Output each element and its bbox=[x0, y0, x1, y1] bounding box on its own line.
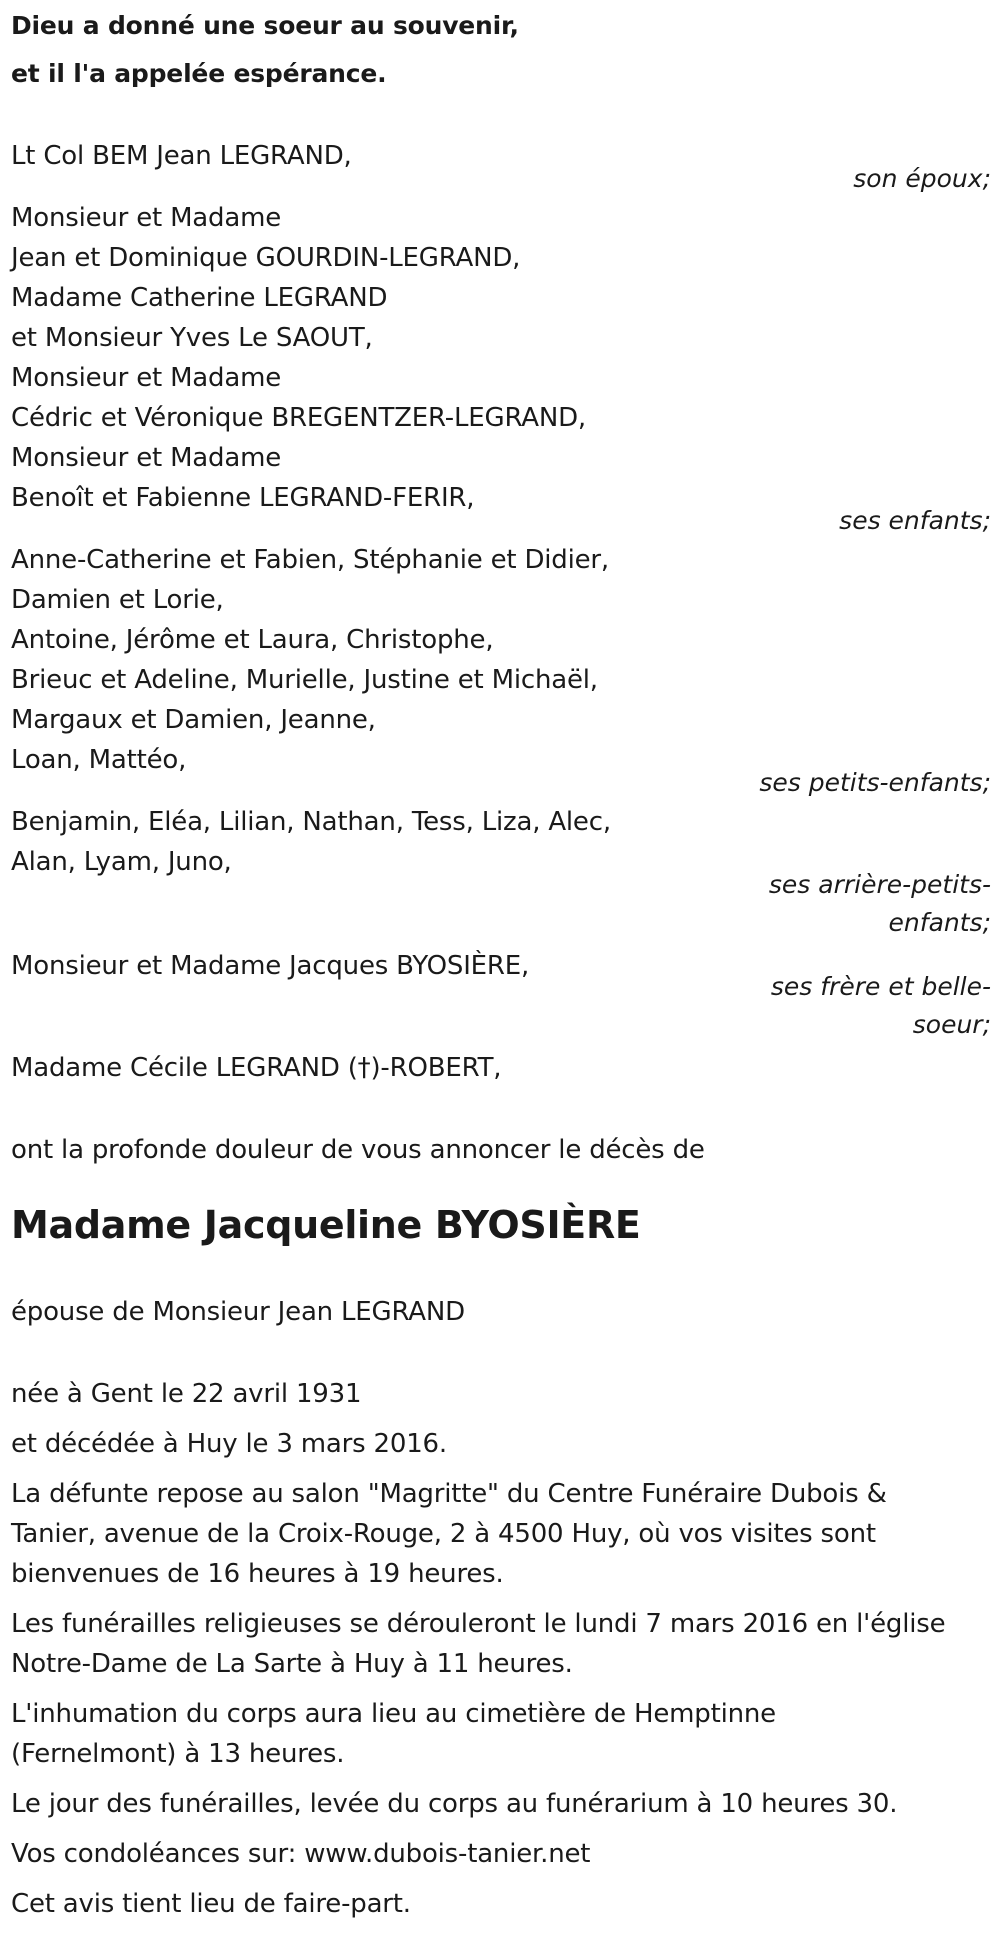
repose-line: La défunte repose au salon "Magritte" du Centre Funéraire Dubois & bbox=[11, 1479, 887, 1509]
great-grandchildren-relation-2: enfants; bbox=[888, 908, 991, 937]
announcement-text: ont la profonde douleur de vous annoncer le décès de bbox=[11, 1135, 705, 1165]
children-line: Madame Catherine LEGRAND bbox=[11, 283, 388, 313]
children-line: Monsieur et Madame bbox=[11, 363, 281, 393]
children-line: Monsieur et Madame bbox=[11, 203, 281, 233]
children-line: Cédric et Véronique BREGENTZER-LEGRAND, bbox=[11, 403, 586, 433]
children-line: Jean et Dominique GOURDIN-LEGRAND, bbox=[11, 243, 521, 273]
burial-line: (Fernelmont) à 13 heures. bbox=[11, 1739, 345, 1769]
grandchildren-line: Margaux et Damien, Jeanne, bbox=[11, 705, 376, 735]
burial-line: L'inhumation du corps aura lieu au cimetière de Hemptinne bbox=[11, 1699, 776, 1729]
children-line: Benoît et Fabienne LEGRAND-FERIR, bbox=[11, 483, 475, 513]
great-grandchildren-line: Alan, Lyam, Juno, bbox=[11, 847, 232, 877]
siblings-name: Monsieur et Madame Jacques BYOSIÈRE, bbox=[11, 951, 530, 981]
spouse-relation: son époux; bbox=[853, 164, 991, 193]
great-grandchildren-relation-1: ses arrière-petits- bbox=[768, 870, 991, 899]
condolences-line: Vos condoléances sur: www.dubois-tanier.net bbox=[11, 1839, 591, 1869]
levee-line: Le jour des funérailles, levée du corps au funérarium à 10 heures 30. bbox=[11, 1789, 898, 1819]
siblings-relation-1: ses frère et belle- bbox=[770, 972, 991, 1001]
birth-line: née à Gent le 22 avril 1931 bbox=[11, 1379, 362, 1409]
deceased-spouse-line: épouse de Monsieur Jean LEGRAND bbox=[11, 1297, 465, 1327]
repose-line: Tanier, avenue de la Croix-Rouge, 2 à 4500 Huy, où vos visites sont bbox=[11, 1519, 876, 1549]
grandchildren-line: Damien et Lorie, bbox=[11, 585, 224, 615]
grandchildren-line: Antoine, Jérôme et Laura, Christophe, bbox=[11, 625, 494, 655]
grandchildren-line: Anne-Catherine et Fabien, Stéphanie et Didier, bbox=[11, 545, 609, 575]
repose-line: bienvenues de 16 heures à 19 heures. bbox=[11, 1559, 504, 1589]
grandchildren-line: Brieuc et Adeline, Murielle, Justine et Michaël, bbox=[11, 665, 598, 695]
siblings-relation-2: soeur; bbox=[912, 1010, 991, 1039]
death-line: et décédée à Huy le 3 mars 2016. bbox=[11, 1429, 447, 1459]
funeral-line: Notre-Dame de La Sarte à Huy à 11 heures. bbox=[11, 1649, 573, 1679]
children-line: et Monsieur Yves Le SAOUT, bbox=[11, 323, 373, 353]
deceased-name: Madame Jacqueline BYOSIÈRE bbox=[11, 1203, 641, 1247]
quote-line-1: Dieu a donné une soeur au souvenir, bbox=[11, 11, 519, 40]
children-relation: ses enfants; bbox=[839, 506, 991, 535]
grandchildren-relation: ses petits-enfants; bbox=[759, 768, 991, 797]
grandchildren-line: Loan, Mattéo, bbox=[11, 745, 187, 775]
quote-line-2: et il l'a appelée espérance. bbox=[11, 59, 387, 88]
children-line: Monsieur et Madame bbox=[11, 443, 281, 473]
spouse-name: Lt Col BEM Jean LEGRAND, bbox=[11, 141, 352, 171]
great-grandchildren-line: Benjamin, Eléa, Lilian, Nathan, Tess, Liza, Alec, bbox=[11, 807, 611, 837]
funeral-line: Les funérailles religieuses se dérouleront le lundi 7 mars 2016 en l'église bbox=[11, 1609, 946, 1639]
notice-line: Cet avis tient lieu de faire-part. bbox=[11, 1889, 411, 1919]
other-relative-name: Madame Cécile LEGRAND (†)-ROBERT, bbox=[11, 1053, 502, 1083]
